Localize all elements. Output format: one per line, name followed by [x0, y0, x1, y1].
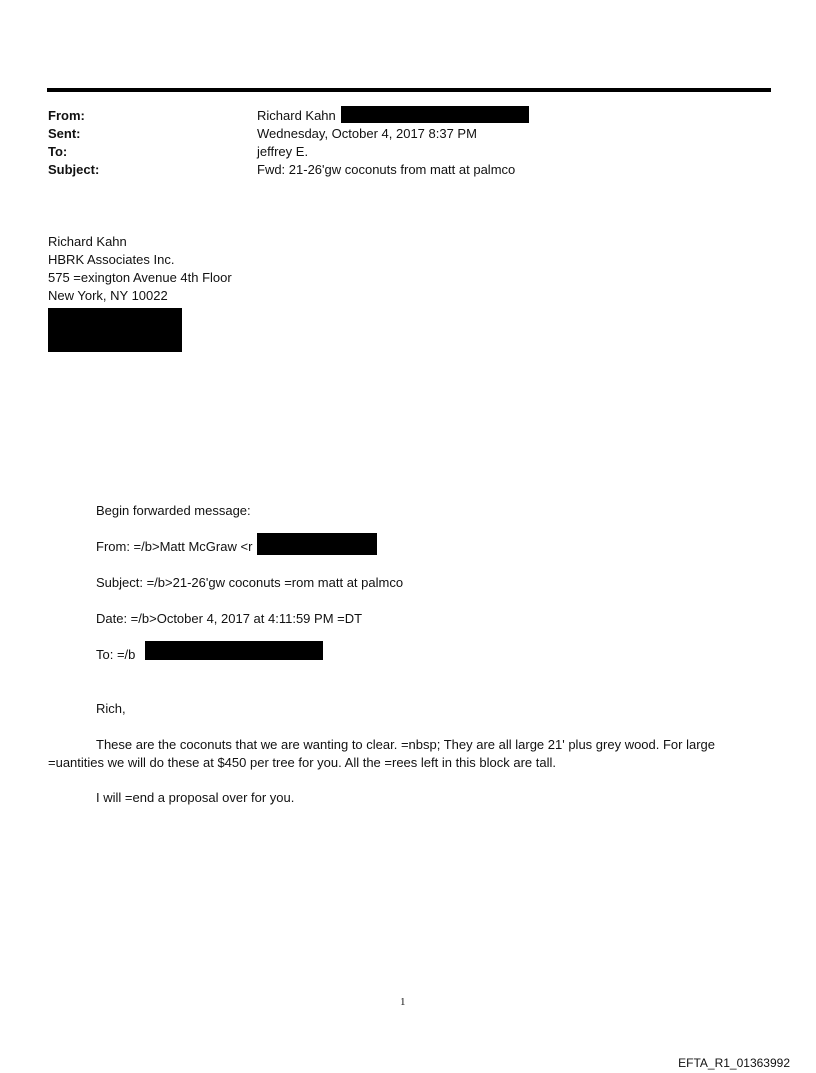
- signature-address: 575 =exington Avenue 4th Floor: [48, 270, 232, 285]
- sent-value: Wednesday, October 4, 2017 8:37 PM: [257, 126, 477, 141]
- to-label: To:: [48, 144, 68, 159]
- body-paragraph-1: [48, 736, 768, 772]
- signature-company: HBRK Associates Inc.: [48, 252, 175, 267]
- from-value: Richard Kahn: [257, 108, 336, 123]
- greeting: Rich,: [96, 701, 126, 716]
- sent-label: Sent:: [48, 126, 81, 141]
- forward-subject: Subject: =/b>21-26'gw coconuts =rom matt at palmco: [96, 575, 404, 590]
- body-paragraph-2: I will =end a proposal over for you.: [96, 790, 295, 805]
- subject-value: Fwd: 21-26'gw coconuts from matt at palmco: [257, 162, 516, 177]
- body-paragraph-1-text: These are the coconuts that we are wanting to clear. =nbsp; They are all large 21' plus grey wood. For large =uantities we will do these at $450 per tree for you. All the =rees left in this block are tall.: [48, 737, 716, 770]
- redaction-forward-from: [257, 533, 377, 555]
- redaction-from-email: [341, 106, 529, 123]
- signature-name: Richard Kahn: [48, 234, 127, 249]
- forward-date: Date: =/b>October 4, 2017 at 4:11:59 PM =DT: [96, 611, 363, 626]
- forward-from: From: =/b>Matt McGraw <r: [96, 539, 253, 554]
- header-rule: [47, 88, 771, 92]
- page-number: 1: [400, 996, 406, 1008]
- document-id: EFTA_R1_01363992: [678, 1056, 790, 1070]
- signature-city: New York, NY 10022: [48, 288, 168, 303]
- from-label: From:: [48, 108, 85, 123]
- redaction-forward-to: [145, 641, 323, 660]
- forward-to: To: =/b: [96, 647, 136, 662]
- subject-label: Subject:: [48, 162, 100, 177]
- forward-intro: Begin forwarded message:: [96, 503, 251, 518]
- to-value: jeffrey E.: [257, 144, 309, 159]
- redaction-signature-phones: [48, 308, 182, 352]
